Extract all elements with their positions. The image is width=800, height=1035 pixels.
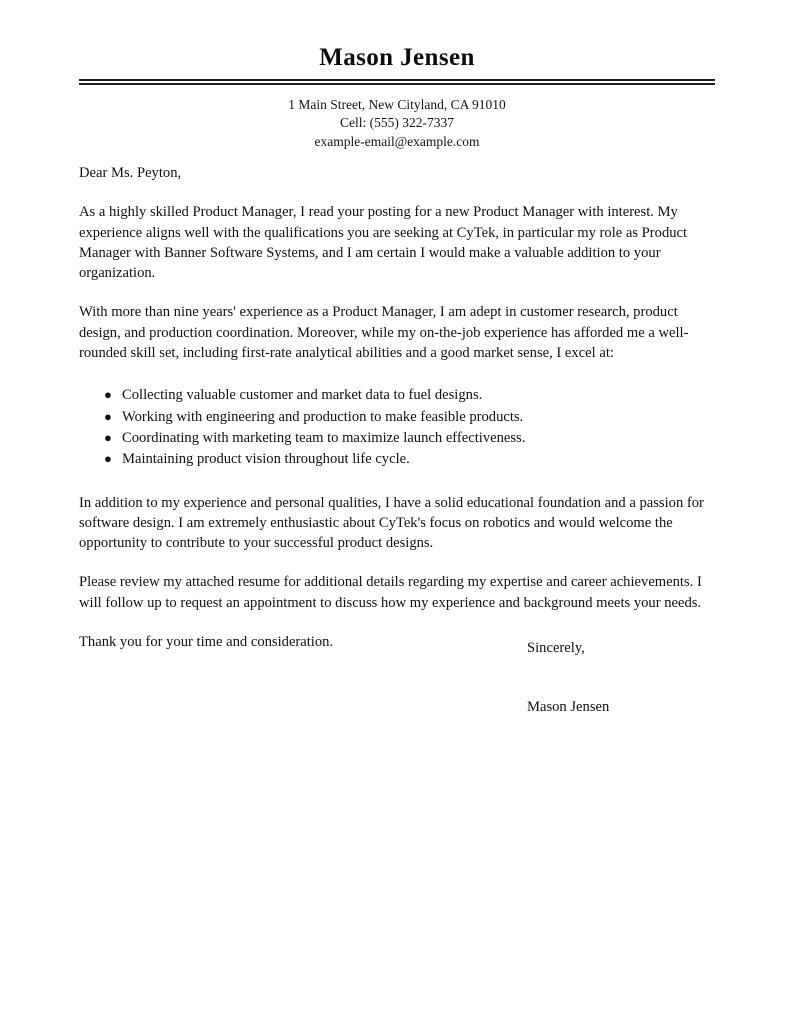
bullet-icon: ● [104, 408, 112, 424]
contact-email: example-email@example.com [314, 133, 480, 149]
signature-space [527, 658, 609, 697]
body-paragraph-5: Thank you for your time and consideration. [79, 634, 334, 651]
divider-line-top [79, 79, 715, 81]
letterhead-divider [79, 79, 715, 85]
list-item-label: Collecting valuable customer and market data to fuel designs. [122, 387, 483, 404]
bullet-icon: ● [104, 387, 112, 403]
letter-body [79, 163, 712, 671]
list-item [104, 428, 712, 448]
body-paragraph-1: As a highly skilled Product Manager, I read your posting for a new Product Manager with interest. My experience aligns well with the qualifications you are seeking at CyTek, in particular my role as Product Manager with Banner Software Systems, and I am certain I would make a valuable addition to your organization. [79, 204, 688, 282]
divider-line-bottom [79, 83, 715, 85]
list-item-label: Coordinating with marketing team to maximize launch effectiveness. [122, 429, 526, 446]
contact-phone: Cell: (555) 322-7337 [340, 115, 454, 131]
bullet-icon: ● [104, 451, 112, 467]
contact-address: 1 Main Street, New Cityland, CA 91010 [288, 96, 506, 112]
page-title: Mason Jensen [319, 44, 475, 71]
list-item [104, 449, 712, 469]
list-item [104, 385, 712, 405]
list-item-label: Maintaining product vision throughout life cycle. [122, 451, 410, 468]
sign-off: Sincerely, [527, 640, 585, 656]
signature-block [527, 638, 609, 718]
bullet-icon: ● [104, 429, 112, 445]
body-paragraph-4: Please review my attached resume for additional details regarding my expertise and career achievements. I will follow up to request an appointment to discuss how my experience and background meets your needs. [79, 574, 702, 611]
body-paragraph-2: With more than nine years' experience as a Product Manager, I am adept in customer research, product design, and production coordination. Moreover, while my on-the-job experience has afforded me a well-rounded skill set, including first-rate analytical abilities and a good market sense, I excel at: [79, 304, 689, 362]
contact-block [79, 96, 715, 152]
list-item-label: Working with engineering and production to make feasible products. [122, 408, 524, 425]
qualifications-list [79, 385, 712, 469]
signature-name: Mason Jensen [527, 699, 610, 716]
letterhead [79, 44, 715, 151]
body-paragraph-3: In addition to my experience and personal qualities, I have a solid educational foundation and a passion for software design. I am extremely enthusiastic about CyTek's focus on robotics and would welcome the opportunity to contribute to your successful product designs. [79, 494, 704, 552]
list-item [104, 407, 712, 427]
salutation: Dear Ms. Peyton, [79, 165, 182, 181]
